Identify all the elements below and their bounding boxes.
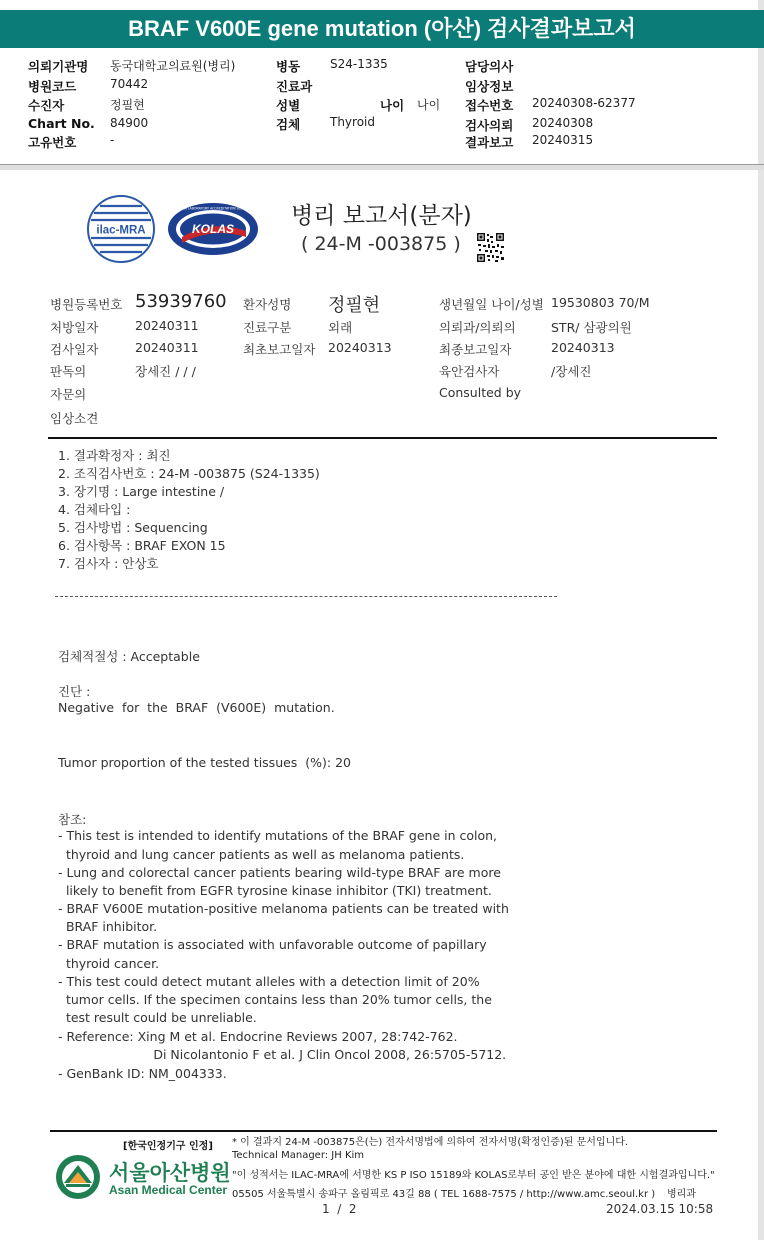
- age-label: 나이: [380, 98, 405, 113]
- final-report-label: 최종보고일자: [439, 342, 512, 357]
- header-label: 담당의사: [465, 59, 514, 74]
- rx-date-value: 20240311: [135, 318, 199, 333]
- name-value: 정필현: [328, 295, 381, 316]
- header-value: 20240315: [532, 133, 594, 147]
- kolas-logo-icon: [166, 201, 260, 257]
- note-line: BRAF inhibitor.: [58, 919, 158, 934]
- diagnosis-text: Negative for the BRAF (V600E) mutation.: [58, 700, 335, 715]
- footer-divider: [50, 1130, 717, 1132]
- kolas-logo-text: KOLAS: [192, 222, 234, 236]
- note-line: - Reference: Xing M et al. Endocrine Reviews 2007, 28:742-762.: [58, 1029, 458, 1044]
- note-line: - Lung and colorectal cancer patients bearing wild-type BRAF are more: [58, 865, 501, 880]
- list-item: 3. 장기명 : Large intestine /: [58, 484, 225, 499]
- note-line: thyroid cancer.: [58, 956, 160, 971]
- list-item: 5. 검사방법 : Sequencing: [58, 520, 208, 535]
- note-line: - This test is intended to identify mutations of the BRAF gene in colon,: [58, 828, 498, 843]
- header-label: 의뢰기관명: [28, 59, 89, 74]
- section-divider: [48, 437, 717, 439]
- dept-value: 외래: [328, 320, 353, 335]
- first-report-value: 20240313: [328, 340, 392, 355]
- reg-no-value: 53939760: [135, 291, 227, 312]
- gross-value: /장세진: [551, 364, 592, 379]
- header-label: 병원코드: [28, 79, 77, 94]
- header-value: 20240308: [532, 116, 594, 130]
- header-value: S24-1335: [330, 57, 388, 71]
- notes-label: 참조:: [58, 812, 87, 827]
- specimen-adequacy: 검체적절성 : Acceptable: [58, 649, 200, 664]
- kolas-ring-text: KOREA LABORATORY ACCREDITATION SCHEME: [175, 206, 251, 211]
- list-item: 1. 결과확정자 : 최진: [58, 448, 171, 463]
- print-timestamp: 2024.03.15 10:58: [606, 1202, 714, 1216]
- footer-line: "이 성적서는 ILAC-MRA에 서명한 KS P ISO 15189와 KOLAS로부터 공인 받은 분야에 대한 시험결과입니다.": [232, 1170, 715, 1181]
- header-label: 결과보고: [465, 135, 514, 150]
- page-indicator: 1 / 2: [322, 1202, 357, 1216]
- header-label: 검체: [276, 117, 301, 132]
- amc-emblem-icon: [54, 1153, 102, 1201]
- clinical-label: 임상소견: [50, 411, 99, 426]
- report-title: 병리 보고서(분자): [291, 203, 472, 229]
- header-label: 성별: [276, 98, 301, 113]
- ref-dept-label: 의뢰과/의뢰의: [439, 320, 516, 335]
- footer-line: Technical Manager: JH Kim: [232, 1150, 365, 1161]
- dob-label: 생년월일 나이/성별: [439, 297, 544, 312]
- cert-label: [한국인정기구 인정]: [123, 1141, 213, 1152]
- advisor-label: 자문의: [50, 387, 87, 402]
- note-line: Di Nicolantonio F et al. J Clin Oncol 2008, 26:5705-5712.: [58, 1047, 507, 1062]
- rx-date-label: 처방일자: [50, 320, 99, 335]
- hospital-name-kr: 서울아산병원: [109, 1161, 231, 1185]
- ilac-mra-logo-icon: [86, 193, 156, 265]
- header-label: 수진자: [28, 98, 65, 113]
- footer-address: 05505 서울특별시 송파구 올림픽로 43길 88 ( TEL 1688-7575 / http://www.amc.seoul.kr ): [232, 1189, 656, 1200]
- age-value: 나이: [417, 98, 441, 112]
- note-line: - GenBank ID: NM_004333.: [58, 1066, 227, 1081]
- note-line: tumor cells. If the specimen contains less than 20% tumor cells, the: [58, 992, 492, 1007]
- reg-no-label: 병원등록번호: [50, 297, 123, 312]
- consult-label: Consulted by: [439, 385, 522, 400]
- header-label: 접수번호: [465, 98, 514, 113]
- ref-dept-value: STR/ 삼광의원: [551, 320, 632, 335]
- header-shadow: [0, 165, 764, 170]
- header-value: 20240308-62377: [532, 96, 636, 110]
- page-title: BRAF V600E gene mutation (아산) 검사결과보고서: [0, 10, 764, 48]
- dept-label: 진료구분: [243, 320, 292, 335]
- dashed-divider: [55, 596, 557, 597]
- header-label: 고유번호: [28, 135, 77, 150]
- test-date-value: 20240311: [135, 340, 199, 355]
- scroll-edge: [758, 0, 764, 1240]
- header-value: 정필현: [110, 98, 145, 112]
- header-value: 동국대학교의료원(병리): [110, 59, 236, 73]
- header-value: 84900: [110, 116, 149, 130]
- list-item: 7. 검사자 : 안상호: [58, 556, 159, 571]
- note-line: - This test could detect mutant alleles with a detection limit of 20%: [58, 974, 480, 989]
- note-line: test result could be unreliable.: [58, 1010, 257, 1025]
- note-line: likely to benefit from EGFR tyrosine kinase inhibitor (TKI) treatment.: [58, 883, 492, 898]
- header-label: Chart No.: [28, 116, 95, 131]
- gross-label: 육안검사자: [439, 364, 500, 379]
- note-line: - BRAF mutation is associated with unfavorable outcome of papillary: [58, 937, 487, 952]
- hospital-name-en: Asan Medical Center: [109, 1183, 228, 1197]
- reader-value: 장세진 / / /: [135, 364, 196, 379]
- note-line: thyroid and lung cancer patients as well as melanoma patients.: [58, 847, 465, 862]
- list-item: 2. 조직검사번호 : 24-M -003875 (S24-1335): [58, 466, 320, 481]
- footer-dept: 병리과: [667, 1189, 696, 1200]
- qr-code-icon[interactable]: [476, 232, 505, 263]
- diagnosis-label: 진단 :: [58, 684, 91, 699]
- header-value: 70442: [110, 77, 149, 91]
- note-line: - BRAF V600E mutation-positive melanoma patients can be treated with: [58, 901, 509, 916]
- list-item: 6. 검사항목 : BRAF EXON 15: [58, 538, 226, 553]
- tumor-proportion: Tumor proportion of the tested tissues (%): 20: [58, 755, 351, 770]
- list-item: 4. 검체타입 :: [58, 502, 131, 517]
- test-date-label: 검사일자: [50, 342, 99, 357]
- header-label: 임상정보: [465, 79, 514, 94]
- report-number: ( 24-M -003875 ): [301, 233, 461, 255]
- first-report-label: 최초보고일자: [243, 342, 316, 357]
- header-value: Thyroid: [330, 115, 375, 129]
- header-label: 병동: [276, 59, 301, 74]
- final-report-value: 20240313: [551, 340, 615, 355]
- reader-label: 판독의: [50, 364, 87, 379]
- header-label: 검사의뢰: [465, 118, 514, 133]
- ilac-logo-text: ilac-MRA: [96, 224, 146, 237]
- dob-value: 19530803 70/M: [551, 295, 650, 310]
- footer-line: * 이 결과지 24-M -003875은(는) 전자서명법에 의하여 전자서명(확정인증)된 문서입니다.: [232, 1137, 629, 1148]
- header-value: -: [110, 133, 115, 147]
- name-label: 환자성명: [243, 297, 292, 312]
- header-label: 진료과: [276, 79, 313, 94]
